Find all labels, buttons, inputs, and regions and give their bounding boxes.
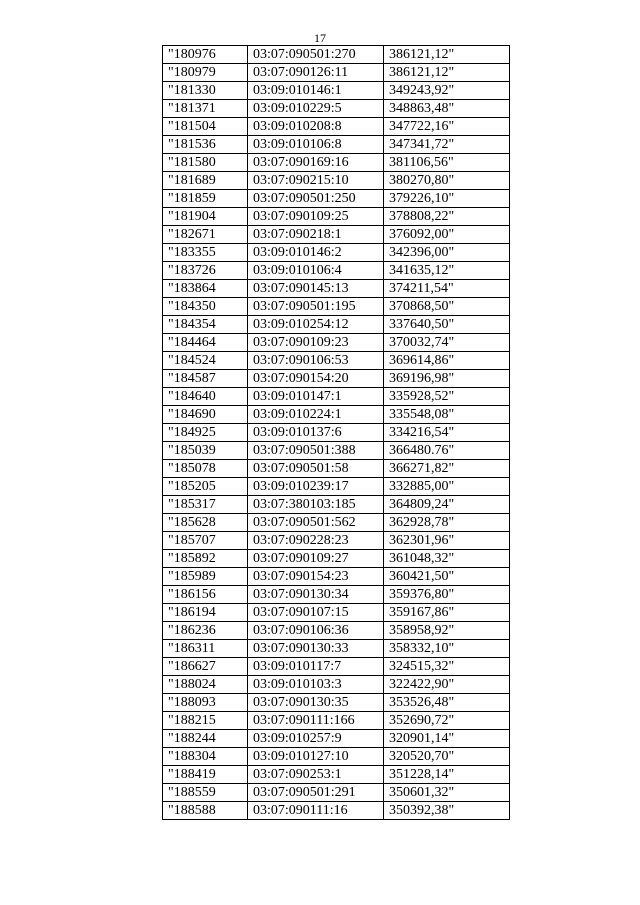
table-row (163, 424, 510, 442)
amount-cell: 352690,72" (384, 712, 510, 730)
cadastral-number-cell: 03:07:090109:27 (248, 550, 384, 568)
amount-cell: 320901,14" (384, 730, 510, 748)
id-cell: "184587 (163, 370, 248, 388)
table-row (163, 568, 510, 586)
amount-cell: 361048,32" (384, 550, 510, 568)
amount-cell: 386121,12" (384, 46, 510, 64)
cadastral-number-cell: 03:07:090154:20 (248, 370, 384, 388)
id-cell: "181904 (163, 208, 248, 226)
table-row (163, 658, 510, 676)
id-cell: "188559 (163, 784, 248, 802)
amount-cell: 342396,00" (384, 244, 510, 262)
id-cell: "180979 (163, 64, 248, 82)
table-row (163, 442, 510, 460)
table-row (163, 802, 510, 820)
table-row (163, 370, 510, 388)
amount-cell: 370032,74" (384, 334, 510, 352)
amount-cell: 378808,22" (384, 208, 510, 226)
id-cell: "184690 (163, 406, 248, 424)
table-row (163, 334, 510, 352)
cadastral-number-cell: 03:07:090501:270 (248, 46, 384, 64)
table-row (163, 784, 510, 802)
table-row (163, 64, 510, 82)
table-row (163, 190, 510, 208)
id-cell: "188024 (163, 676, 248, 694)
table-row (163, 514, 510, 532)
id-cell: "185707 (163, 532, 248, 550)
id-cell: "184925 (163, 424, 248, 442)
table-row (163, 766, 510, 784)
id-cell: "186156 (163, 586, 248, 604)
amount-cell: 358958,92" (384, 622, 510, 640)
id-cell: "184640 (163, 388, 248, 406)
amount-cell: 335928,52" (384, 388, 510, 406)
table-row (163, 694, 510, 712)
cadastral-number-cell: 03:07:090109:25 (248, 208, 384, 226)
cadastral-number-cell: 03:09:010137:6 (248, 424, 384, 442)
amount-cell: 347341,72" (384, 136, 510, 154)
id-cell: "183355 (163, 244, 248, 262)
id-cell: "185989 (163, 568, 248, 586)
cadastral-number-cell: 03:09:010224:1 (248, 406, 384, 424)
table-body (163, 46, 510, 820)
id-cell: "184354 (163, 316, 248, 334)
table-row (163, 262, 510, 280)
amount-cell: 350601,32" (384, 784, 510, 802)
amount-cell: 335548,08" (384, 406, 510, 424)
cadastral-number-cell: 03:09:010147:1 (248, 388, 384, 406)
cadastral-number-cell: 03:09:010254:12 (248, 316, 384, 334)
id-cell: "181689 (163, 172, 248, 190)
id-cell: "185628 (163, 514, 248, 532)
amount-cell: 364809,24" (384, 496, 510, 514)
table-row (163, 136, 510, 154)
cadastral-number-cell: 03:07:090107:15 (248, 604, 384, 622)
id-cell: "188244 (163, 730, 248, 748)
amount-cell: 369614,86" (384, 352, 510, 370)
id-cell: "181536 (163, 136, 248, 154)
id-cell: "184524 (163, 352, 248, 370)
cadastral-number-cell: 03:09:010103:3 (248, 676, 384, 694)
cadastral-number-cell: 03:09:010146:1 (248, 82, 384, 100)
amount-cell: 381106,56" (384, 154, 510, 172)
cadastral-number-cell: 03:07:090106:53 (248, 352, 384, 370)
cadastral-number-cell: 03:07:090501:58 (248, 460, 384, 478)
table-row (163, 586, 510, 604)
cadastral-number-cell: 03:07:090111:16 (248, 802, 384, 820)
id-cell: "185317 (163, 496, 248, 514)
table-row (163, 280, 510, 298)
cadastral-number-cell: 03:09:010127:10 (248, 748, 384, 766)
id-cell: "188093 (163, 694, 248, 712)
amount-cell: 358332,10" (384, 640, 510, 658)
amount-cell: 334216,54" (384, 424, 510, 442)
amount-cell: 332885,00" (384, 478, 510, 496)
id-cell: "183726 (163, 262, 248, 280)
amount-cell: 379226,10" (384, 190, 510, 208)
amount-cell: 362928,78" (384, 514, 510, 532)
table-row (163, 208, 510, 226)
id-cell: "181330 (163, 82, 248, 100)
id-cell: "181371 (163, 100, 248, 118)
cadastral-number-cell: 03:09:010208:8 (248, 118, 384, 136)
cadastral-number-cell: 03:07:090501:562 (248, 514, 384, 532)
table-row (163, 298, 510, 316)
cadastral-number-cell: 03:07:090145:13 (248, 280, 384, 298)
amount-cell: 362301,96" (384, 532, 510, 550)
page-number: 17 (314, 31, 326, 45)
cadastral-number-cell: 03:09:010229:5 (248, 100, 384, 118)
table-row (163, 118, 510, 136)
amount-cell: 380270,80" (384, 172, 510, 190)
table-row (163, 82, 510, 100)
cadastral-number-cell: 03:07:090501:195 (248, 298, 384, 316)
amount-cell: 366271,82" (384, 460, 510, 478)
cadastral-number-cell: 03:07:090154:23 (248, 568, 384, 586)
id-cell: "181859 (163, 190, 248, 208)
amount-cell: 366480.76" (384, 442, 510, 460)
id-cell: "184464 (163, 334, 248, 352)
cadastral-number-cell: 03:07:090218:1 (248, 226, 384, 244)
data-table (162, 45, 510, 820)
cadastral-number-cell: 03:07:090126:11 (248, 64, 384, 82)
amount-cell: 350392,38" (384, 802, 510, 820)
id-cell: "185892 (163, 550, 248, 568)
cadastral-number-cell: 03:09:010106:4 (248, 262, 384, 280)
amount-cell: 376092,00" (384, 226, 510, 244)
cadastral-number-cell: 03:09:010117:7 (248, 658, 384, 676)
amount-cell: 353526,48" (384, 694, 510, 712)
id-cell: "184350 (163, 298, 248, 316)
id-cell: "185078 (163, 460, 248, 478)
table-row (163, 748, 510, 766)
table-row (163, 478, 510, 496)
table-row (163, 730, 510, 748)
amount-cell: 349243,92" (384, 82, 510, 100)
table-row (163, 532, 510, 550)
cadastral-number-cell: 03:09:010239:17 (248, 478, 384, 496)
table-row (163, 496, 510, 514)
cadastral-number-cell: 03:07:090130:33 (248, 640, 384, 658)
table-row (163, 388, 510, 406)
amount-cell: 324515,32" (384, 658, 510, 676)
table-row (163, 712, 510, 730)
cadastral-number-cell: 03:09:010146:2 (248, 244, 384, 262)
amount-cell: 359376,80" (384, 586, 510, 604)
cadastral-number-cell: 03:07:090253:1 (248, 766, 384, 784)
cadastral-number-cell: 03:09:010106:8 (248, 136, 384, 154)
table-row (163, 46, 510, 64)
amount-cell: 347722,16" (384, 118, 510, 136)
id-cell: "181580 (163, 154, 248, 172)
amount-cell: 320520,70" (384, 748, 510, 766)
id-cell: "186627 (163, 658, 248, 676)
amount-cell: 386121,12" (384, 64, 510, 82)
table-row (163, 316, 510, 334)
cadastral-number-cell: 03:07:090106:36 (248, 622, 384, 640)
table-row (163, 550, 510, 568)
table-row (163, 244, 510, 262)
table-row (163, 172, 510, 190)
amount-cell: 360421,50" (384, 568, 510, 586)
cadastral-number-cell: 03:07:090130:35 (248, 694, 384, 712)
amount-cell: 337640,50" (384, 316, 510, 334)
id-cell: "185205 (163, 478, 248, 496)
table-row (163, 640, 510, 658)
table-row (163, 100, 510, 118)
amount-cell: 374211,54" (384, 280, 510, 298)
amount-cell: 322422,90" (384, 676, 510, 694)
cadastral-number-cell: 03:07:380103:185 (248, 496, 384, 514)
table-row (163, 676, 510, 694)
cadastral-number-cell: 03:07:090501:291 (248, 784, 384, 802)
id-cell: "188304 (163, 748, 248, 766)
cadastral-number-cell: 03:07:090109:23 (248, 334, 384, 352)
table-row (163, 352, 510, 370)
id-cell: "186236 (163, 622, 248, 640)
table-row (163, 226, 510, 244)
cadastral-number-cell: 03:09:010257:9 (248, 730, 384, 748)
amount-cell: 341635,12" (384, 262, 510, 280)
amount-cell: 348863,48" (384, 100, 510, 118)
amount-cell: 351228,14" (384, 766, 510, 784)
id-cell: "188588 (163, 802, 248, 820)
table-row (163, 460, 510, 478)
id-cell: "185039 (163, 442, 248, 460)
id-cell: "188419 (163, 766, 248, 784)
id-cell: "181504 (163, 118, 248, 136)
id-cell: "186311 (163, 640, 248, 658)
id-cell: "183864 (163, 280, 248, 298)
id-cell: "186194 (163, 604, 248, 622)
cadastral-number-cell: 03:07:090130:34 (248, 586, 384, 604)
table-row (163, 604, 510, 622)
table-row (163, 154, 510, 172)
id-cell: "182671 (163, 226, 248, 244)
cadastral-number-cell: 03:07:090169:16 (248, 154, 384, 172)
table-row (163, 622, 510, 640)
amount-cell: 370868,50" (384, 298, 510, 316)
table-row (163, 406, 510, 424)
id-cell: "180976 (163, 46, 248, 64)
cadastral-number-cell: 03:07:090501:388 (248, 442, 384, 460)
cadastral-number-cell: 03:07:090111:166 (248, 712, 384, 730)
amount-cell: 369196,98" (384, 370, 510, 388)
cadastral-number-cell: 03:07:090501:250 (248, 190, 384, 208)
cadastral-number-cell: 03:07:090215:10 (248, 172, 384, 190)
id-cell: "188215 (163, 712, 248, 730)
cadastral-number-cell: 03:07:090228:23 (248, 532, 384, 550)
amount-cell: 359167,86" (384, 604, 510, 622)
